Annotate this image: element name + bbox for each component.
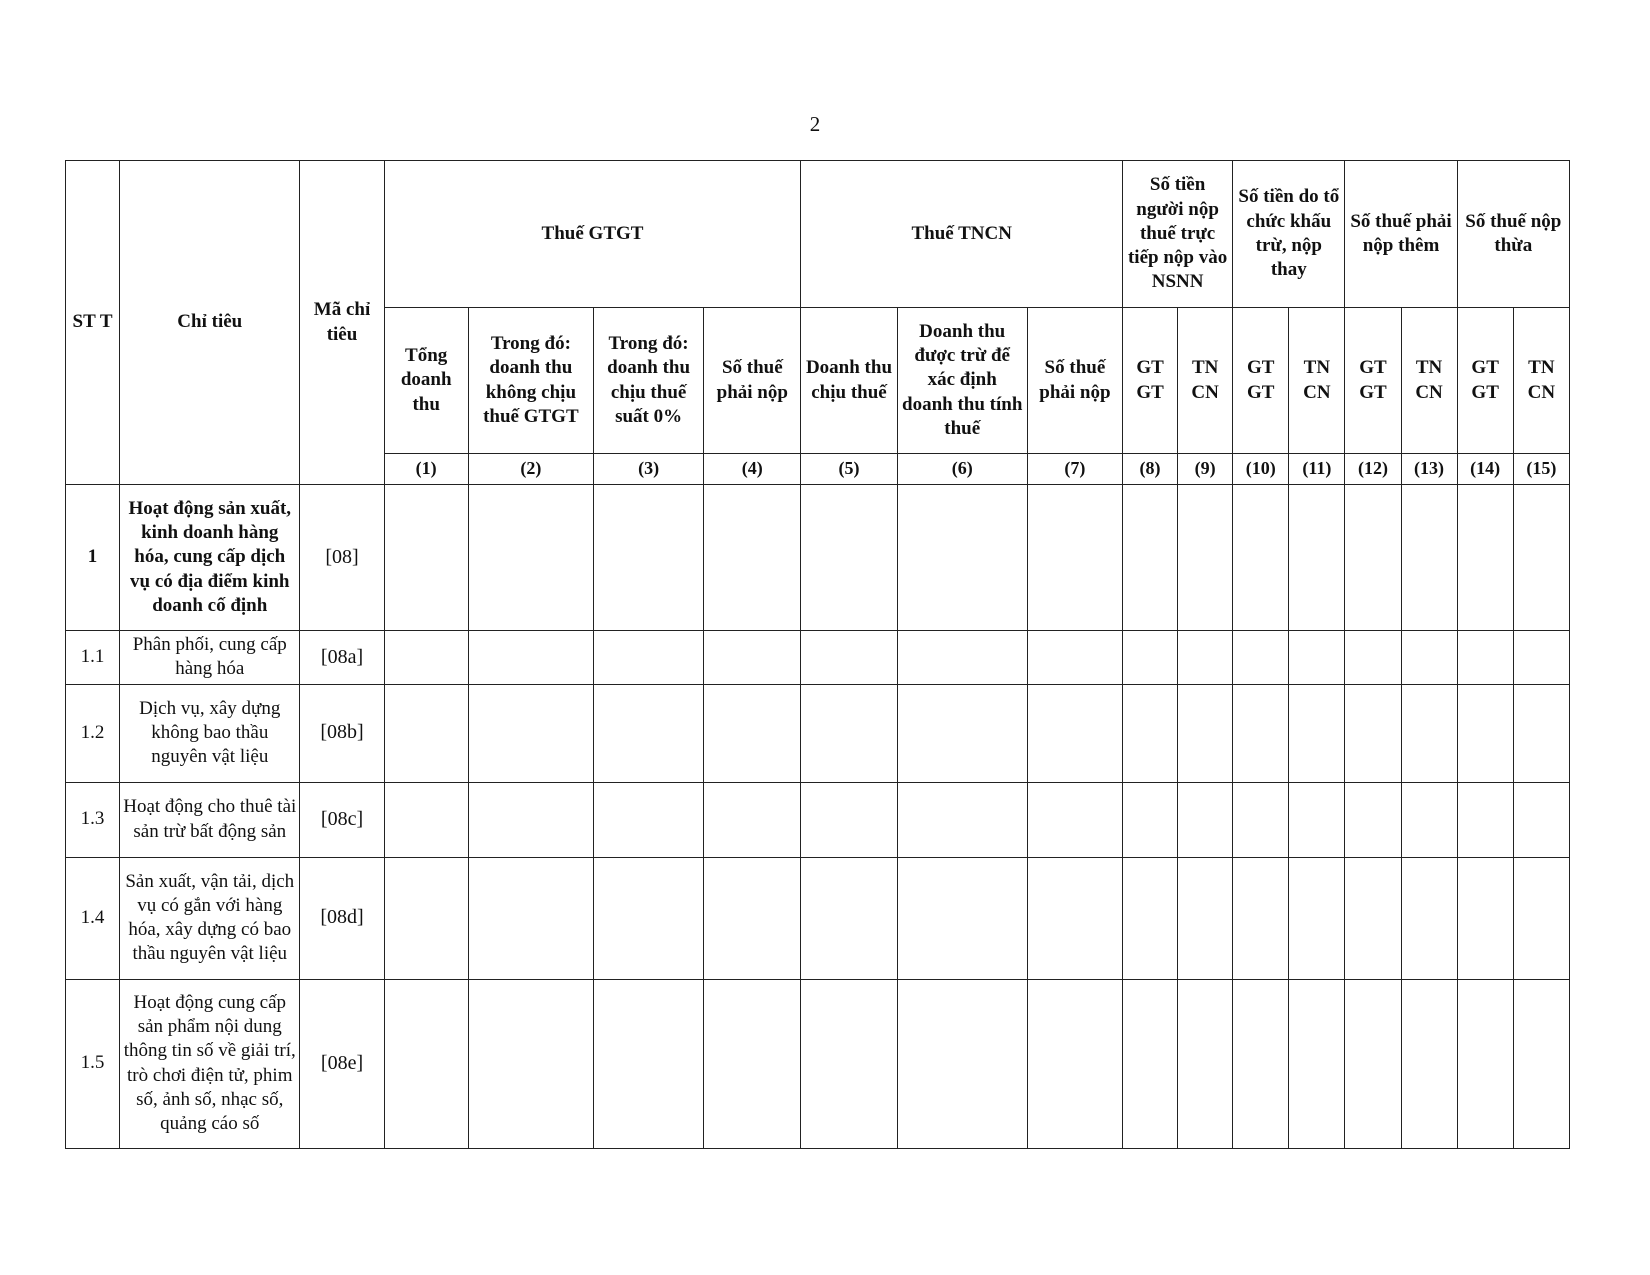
header-tong-doanh-thu: Tổng doanh thu	[384, 308, 468, 454]
data-cell[interactable]	[468, 485, 593, 631]
header-tncn-13: TN CN	[1401, 308, 1457, 454]
header-chi-tieu: Chỉ tiêu	[120, 161, 300, 485]
header-tncn-9: TN CN	[1178, 308, 1233, 454]
data-cell[interactable]	[1457, 684, 1513, 782]
header-doanh-thu-duoc-tru: Doanh thu được trừ để xác định doanh thu tính thuế	[897, 308, 1027, 454]
data-cell[interactable]	[801, 631, 897, 685]
table-row	[66, 979, 1570, 1148]
data-cell[interactable]	[801, 485, 897, 631]
data-cell[interactable]	[1345, 631, 1401, 685]
data-cell[interactable]	[1401, 631, 1457, 685]
row-label: Hoạt động cho thuê tài sản trừ bất động sản	[120, 782, 300, 857]
data-cell[interactable]	[1513, 684, 1569, 782]
col-number: (9)	[1178, 454, 1233, 485]
data-cell[interactable]	[468, 979, 593, 1148]
row-code: [08e]	[300, 979, 384, 1148]
data-cell[interactable]	[1513, 979, 1569, 1148]
row-code: [08b]	[300, 684, 384, 782]
col-number: (5)	[801, 454, 897, 485]
data-cell[interactable]	[897, 857, 1027, 979]
data-cell[interactable]	[1401, 979, 1457, 1148]
col-number: (6)	[897, 454, 1027, 485]
header-thue-suat-0: Trong đó: doanh thu chịu thuế suất 0%	[593, 308, 703, 454]
data-cell[interactable]	[1289, 684, 1345, 782]
col-number: (7)	[1027, 454, 1122, 485]
data-cell[interactable]	[1345, 979, 1401, 1148]
data-cell[interactable]	[704, 485, 801, 631]
data-cell[interactable]	[1289, 979, 1345, 1148]
header-gtgt-8: GT GT	[1123, 308, 1178, 454]
header-so-tien-nop-truc-tiep: Số tiền người nộp thuế trực tiếp nộp vào NSNN	[1123, 161, 1233, 308]
data-cell[interactable]	[897, 782, 1027, 857]
col-number: (15)	[1513, 454, 1569, 485]
data-cell[interactable]	[1457, 782, 1513, 857]
table-row	[66, 684, 1570, 782]
data-cell[interactable]	[1345, 684, 1401, 782]
data-cell[interactable]	[1233, 485, 1289, 631]
data-cell[interactable]	[897, 684, 1027, 782]
table-row	[66, 485, 1570, 631]
data-cell[interactable]	[897, 979, 1027, 1148]
table-row	[66, 782, 1570, 857]
data-cell[interactable]	[1178, 485, 1233, 631]
data-cell[interactable]	[1513, 631, 1569, 685]
col-number: (14)	[1457, 454, 1513, 485]
data-cell[interactable]	[1457, 485, 1513, 631]
data-cell[interactable]	[1027, 485, 1122, 631]
data-cell[interactable]	[1233, 782, 1289, 857]
row-label: Sản xuất, vận tải, dịch vụ có gắn với hàng hóa, xây dựng có bao thầu nguyên vật liệu	[120, 857, 300, 979]
row-stt: 1.1	[66, 631, 120, 685]
data-cell[interactable]	[801, 782, 897, 857]
header-so-tien-to-chuc: Số tiền do tổ chức khấu trừ, nộp thay	[1233, 161, 1345, 308]
data-cell[interactable]	[1457, 631, 1513, 685]
data-cell[interactable]	[1233, 631, 1289, 685]
row-stt: 1.5	[66, 979, 120, 1148]
data-cell[interactable]	[384, 485, 468, 631]
header-ma-chi-tieu: Mã chỉ tiêu	[300, 161, 384, 485]
header-tncn-11: TN CN	[1289, 308, 1345, 454]
data-cell[interactable]	[1401, 684, 1457, 782]
row-label: Dịch vụ, xây dựng không bao thầu nguyên vật liệu	[120, 684, 300, 782]
data-cell[interactable]	[1345, 782, 1401, 857]
data-cell[interactable]	[1178, 631, 1233, 685]
table-row	[66, 631, 1570, 685]
data-cell[interactable]	[384, 979, 468, 1148]
data-cell[interactable]	[468, 631, 593, 685]
data-cell[interactable]	[384, 782, 468, 857]
data-cell[interactable]	[1027, 684, 1122, 782]
col-number: (3)	[593, 454, 703, 485]
row-stt: 1.4	[66, 857, 120, 979]
row-code: [08a]	[300, 631, 384, 685]
data-cell[interactable]	[1178, 684, 1233, 782]
data-cell[interactable]	[704, 979, 801, 1148]
header-gtgt-10: GT GT	[1233, 308, 1289, 454]
row-code: [08]	[300, 485, 384, 631]
data-cell[interactable]	[1513, 857, 1569, 979]
data-cell[interactable]	[1345, 857, 1401, 979]
data-cell[interactable]	[593, 857, 703, 979]
col-number: (12)	[1345, 454, 1401, 485]
data-cell[interactable]	[1401, 485, 1457, 631]
data-cell[interactable]	[593, 782, 703, 857]
col-number: (4)	[704, 454, 801, 485]
header-so-thue-phai-nop-gtgt: Số thuế phải nộp	[704, 308, 801, 454]
data-cell[interactable]	[1289, 782, 1345, 857]
header-so-thue-nop-thua: Số thuế nộp thừa	[1457, 161, 1569, 308]
data-cell[interactable]	[384, 684, 468, 782]
data-cell[interactable]	[1513, 782, 1569, 857]
data-cell[interactable]	[468, 857, 593, 979]
data-cell[interactable]	[704, 857, 801, 979]
data-cell[interactable]	[1178, 857, 1233, 979]
data-cell[interactable]	[1027, 979, 1122, 1148]
data-cell[interactable]	[1401, 782, 1457, 857]
header-stt: ST T	[66, 161, 120, 485]
data-cell[interactable]	[468, 782, 593, 857]
data-cell[interactable]	[1289, 631, 1345, 685]
data-cell[interactable]	[1289, 857, 1345, 979]
data-cell[interactable]	[1401, 857, 1457, 979]
data-cell[interactable]	[801, 857, 897, 979]
data-cell[interactable]	[1027, 857, 1122, 979]
data-cell[interactable]	[468, 684, 593, 782]
row-stt: 1	[66, 485, 120, 631]
data-cell[interactable]	[1123, 979, 1178, 1148]
data-cell[interactable]	[1289, 485, 1345, 631]
col-number: (1)	[384, 454, 468, 485]
row-code: [08c]	[300, 782, 384, 857]
tax-declaration-table	[65, 160, 1570, 1149]
data-cell[interactable]	[801, 684, 897, 782]
data-cell[interactable]	[704, 782, 801, 857]
header-thue-tncn: Thuế TNCN	[801, 161, 1123, 308]
data-cell[interactable]	[1123, 485, 1178, 631]
row-stt: 1.3	[66, 782, 120, 857]
data-cell[interactable]	[1123, 782, 1178, 857]
row-code: [08d]	[300, 857, 384, 979]
col-number: (10)	[1233, 454, 1289, 485]
header-gtgt-14: GT GT	[1457, 308, 1513, 454]
data-cell[interactable]	[1233, 979, 1289, 1148]
row-label: Phân phối, cung cấp hàng hóa	[120, 631, 300, 685]
data-cell[interactable]	[384, 857, 468, 979]
data-cell[interactable]	[704, 631, 801, 685]
data-cell[interactable]	[1178, 782, 1233, 857]
header-so-thue-phai-nop-tncn: Số thuế phải nộp	[1027, 308, 1122, 454]
data-cell[interactable]	[1345, 485, 1401, 631]
data-cell[interactable]	[384, 631, 468, 685]
header-tncn-15: TN CN	[1513, 308, 1569, 454]
col-number: (11)	[1289, 454, 1345, 485]
data-cell[interactable]	[1178, 979, 1233, 1148]
col-number: (13)	[1401, 454, 1457, 485]
data-cell[interactable]	[1123, 684, 1178, 782]
data-cell[interactable]	[1123, 857, 1178, 979]
row-label: Hoạt động sản xuất, kinh doanh hàng hóa, cung cấp dịch vụ có địa điểm kinh doanh cố định	[120, 485, 300, 631]
page-number: 2	[809, 112, 821, 136]
header-thue-gtgt: Thuế GTGT	[384, 161, 801, 308]
table-row	[66, 857, 1570, 979]
data-cell[interactable]	[801, 979, 897, 1148]
data-cell[interactable]	[1027, 631, 1122, 685]
data-cell[interactable]	[897, 631, 1027, 685]
data-cell[interactable]	[1457, 979, 1513, 1148]
data-cell[interactable]	[704, 684, 801, 782]
row-label: Hoạt động cung cấp sản phẩm nội dung thông tin số về giải trí, trò chơi điện tử, phim số, ảnh số, nhạc số, quảng cáo số	[120, 979, 300, 1148]
data-cell[interactable]	[593, 631, 703, 685]
data-cell[interactable]	[1027, 782, 1122, 857]
data-cell[interactable]	[1233, 857, 1289, 979]
header-so-thue-nop-them: Số thuế phải nộp thêm	[1345, 161, 1457, 308]
data-cell[interactable]	[1457, 857, 1513, 979]
data-cell[interactable]	[593, 684, 703, 782]
data-cell[interactable]	[1513, 485, 1569, 631]
col-number: (8)	[1123, 454, 1178, 485]
row-stt: 1.2	[66, 684, 120, 782]
col-number: (2)	[468, 454, 593, 485]
data-cell[interactable]	[1233, 684, 1289, 782]
data-cell[interactable]	[593, 979, 703, 1148]
header-doanh-thu-chiu-thue: Doanh thu chịu thuế	[801, 308, 897, 454]
header-khong-chiu-thue: Trong đó: doanh thu không chịu thuế GTGT	[468, 308, 593, 454]
data-cell[interactable]	[1123, 631, 1178, 685]
data-cell[interactable]	[593, 485, 703, 631]
data-cell[interactable]	[897, 485, 1027, 631]
header-gtgt-12: GT GT	[1345, 308, 1401, 454]
